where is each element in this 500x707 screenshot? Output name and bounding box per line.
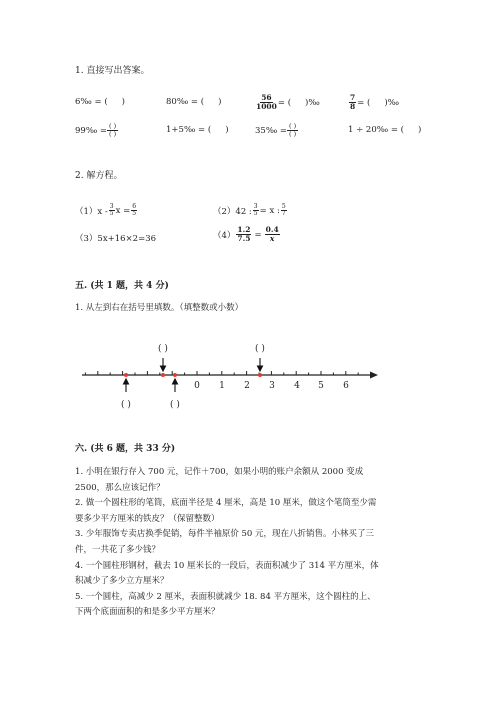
q2-e4-n1: 1.2	[237, 225, 251, 234]
q1-item-5-den: ( )	[109, 130, 117, 138]
arrow-up-c-head	[173, 379, 178, 384]
q2-e2-n1: 3	[253, 203, 258, 210]
q2-e4-d1: 7.5	[237, 234, 251, 243]
q2-e1-mid: x =	[115, 205, 131, 216]
s6-line-1: 1. 小明在银行存入 700 元，记作＋700，如果小明的账户余额从 2000 变成	[75, 467, 364, 477]
q1-item-2	[166, 97, 221, 107]
q2-e4-frac1	[236, 226, 251, 243]
q1-item-3-den: 1000	[256, 102, 277, 111]
q1-item-4-tail: )‰	[384, 97, 400, 108]
q2-e2-frac2	[281, 204, 287, 217]
number-line-tick-labels	[194, 381, 349, 391]
q1-item-6-post: )	[225, 125, 229, 135]
tick-label-5: 5	[318, 381, 324, 391]
q1-item-6	[166, 125, 229, 135]
point-d	[258, 373, 262, 377]
tick-label-1: 1	[219, 381, 225, 391]
s6-line-9: 5. 一个圆柱，高减少 2 厘米，表面积就减少 18. 84 平方厘米，这个圆柱的上、	[75, 591, 376, 602]
tick-label-4: 4	[294, 381, 300, 391]
paren-top-d: ( )	[255, 344, 265, 354]
q2-heading: 2. 解方程。	[75, 171, 123, 181]
s6-line-8: 积减少了多少立方厘米？	[75, 576, 169, 587]
tick-label-2: 2	[244, 381, 250, 391]
paren-top-b: ( )	[158, 344, 168, 354]
s6-line-2: 2500，那么应该记作？	[75, 482, 165, 493]
tick-label-0: 0	[194, 381, 200, 391]
s6-line-5: 3. 少年服饰专卖店换季促销，每件半袖原价 50 元，现在八折销售。小林买了三	[75, 529, 375, 540]
arrow-down-b-head	[161, 366, 166, 371]
q2-e4-frac2	[265, 226, 280, 243]
q1-item-6-pre: 1+5‰ = (	[166, 125, 212, 135]
q1-item-7-pre: 35‰ =	[255, 125, 288, 136]
point-c	[173, 373, 177, 377]
q1-item-2-pre: 80‰ = (	[166, 97, 205, 107]
q2-equation-4	[213, 226, 281, 243]
q2-e2-frac1	[253, 204, 259, 217]
number-line-arrowhead	[370, 372, 378, 379]
arrow-up-a-head	[124, 379, 129, 384]
q1-item-3-post: = (	[277, 97, 292, 108]
s6-line-10: 下两个底面面积的和是多少平方厘米？	[75, 607, 220, 618]
q1-item-5	[75, 123, 118, 138]
q1-item-5-num: ( )	[109, 122, 117, 130]
section6-title: 六. (共 6 题，共 33 分)	[75, 444, 176, 454]
q1-item-8-pre: 1 ÷ 20‰ = (	[348, 125, 404, 135]
q2-equation-1	[75, 204, 138, 217]
arrow-down-d-head	[258, 366, 263, 371]
s6-line-6: 件，一共花了多少钱？	[75, 544, 161, 555]
q1-item-7-num: ( )	[289, 122, 297, 130]
q1-item-3	[255, 94, 320, 111]
q2-e4-label: （4）	[213, 230, 236, 241]
q1-heading: 1. 直接写出答案。	[75, 66, 150, 76]
paren-bottom-c: ( )	[170, 400, 180, 410]
q1-item-7	[255, 123, 298, 138]
tick-label-3: 3	[269, 381, 275, 391]
q1-item-1	[75, 97, 125, 107]
s6-line-3: 2. 做一个圆柱形的笔筒，底面半径是 4 厘米，高是 10 厘米，做这个笔筒至少需	[75, 498, 377, 509]
q1-item-3-num: 56	[261, 93, 272, 102]
q1-item-8	[348, 125, 421, 135]
q1-item-7-den: ( )	[289, 130, 297, 138]
q1-item-1-pre: 6‰ = (	[75, 97, 108, 107]
q2-e1-frac2	[131, 204, 137, 217]
number-line	[0, 335, 500, 415]
q1-item-7-fraction	[287, 123, 298, 138]
point-b	[161, 373, 165, 377]
q2-e1-frac1	[109, 204, 115, 217]
q1-item-3-tail: )‰	[305, 97, 320, 108]
q2-e2-label: （2）42 :	[213, 206, 252, 217]
q2-e2-d2: 7	[281, 210, 286, 217]
section5-question: 1. 从左到右在括号里填数。（填整数或小数）	[75, 303, 244, 313]
q1-item-2-post: )	[218, 97, 222, 107]
q1-item-4	[348, 94, 399, 111]
paren-bottom-a: ( )	[121, 400, 131, 410]
point-a	[124, 373, 128, 377]
q2-e4-mid: =	[254, 229, 262, 240]
q2-e2-n2: 5	[281, 203, 286, 210]
q2-e1-d1: 5	[109, 210, 114, 217]
q2-e1-n1: 3	[109, 203, 114, 210]
q2-equation-2	[213, 204, 288, 217]
q2-equation-3: （3）5x+16×2=36	[75, 234, 157, 244]
q1-item-4-num: 7	[350, 93, 356, 102]
q1-item-5-pre: 99‰ =	[75, 125, 108, 136]
q1-item-4-den: 8	[350, 102, 356, 111]
section6-questions	[75, 465, 379, 621]
q1-item-4-fraction	[349, 94, 356, 111]
q1-item-8-post: )	[418, 125, 422, 135]
s6-line-7: 4. 一个圆柱形钢材，截去 10 厘米长的一段后，表面积减少了 314 平方厘米，体	[75, 560, 379, 571]
section5-title: 五. (共 1 题，共 4 分)	[75, 281, 169, 291]
q2-e4-n2: 0.4	[265, 225, 279, 234]
q2-e2-d1: 5	[253, 210, 258, 217]
tick-label-6: 6	[343, 381, 349, 391]
q2-e1-n2: 6	[132, 203, 137, 210]
q1-item-4-post: = (	[357, 97, 371, 108]
s6-line-4: 要多少平方厘米的铁皮？（保留整数）	[75, 513, 220, 524]
q2-e1-label: （1）x -	[75, 206, 108, 217]
q2-e1-d2: 5	[132, 210, 137, 217]
q2-e2-mid: = x :	[259, 205, 280, 216]
q1-item-3-fraction	[256, 94, 277, 111]
q2-e4-d2: x	[269, 234, 275, 243]
q1-item-1-post: )	[121, 97, 125, 107]
q1-item-5-fraction	[107, 123, 118, 138]
